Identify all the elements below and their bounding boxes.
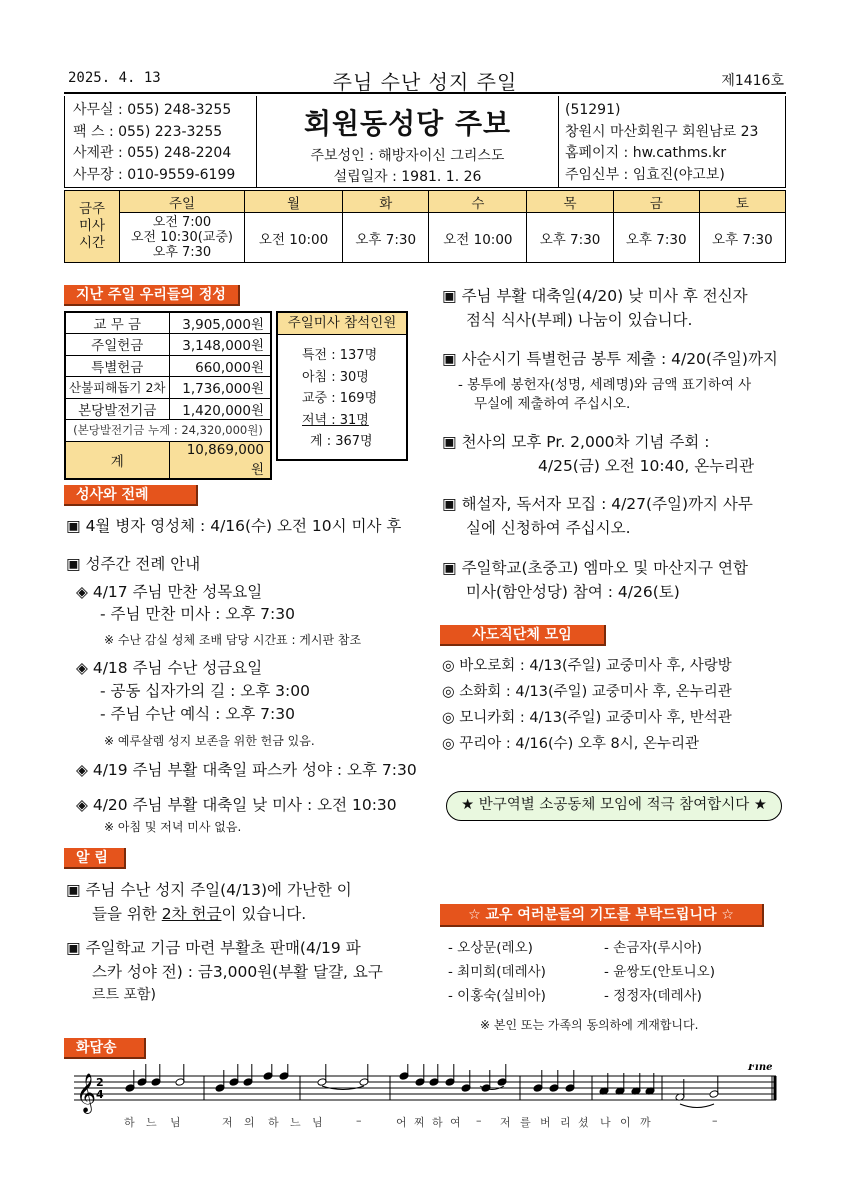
prayer-name: - 손금자(루시아) (604, 940, 702, 956)
psalm-lyrics (72, 1114, 778, 1134)
table-row: 교 무 금 3,905,000원 (65, 312, 271, 334)
lyric-syllable: 저 (222, 1116, 233, 1129)
attendance-title: 주일미사 참석인원 (278, 313, 406, 335)
lyric-syllable: 하 (432, 1116, 443, 1129)
attendance-row: 특전 : 137명 (302, 348, 378, 363)
contact-office: 사무실 : 055) 248-3255 (73, 102, 232, 118)
treble-clef-icon: 𝄞 (76, 1073, 97, 1113)
attendance-box (276, 311, 408, 461)
lyric-syllable: 님 (170, 1116, 181, 1129)
good-friday-stations: - 공동 십자가의 길 : 오후 3:00 (100, 682, 310, 700)
lyric-syllable: 나 (600, 1116, 611, 1129)
lyric-syllable: – (712, 1114, 718, 1127)
lyric-syllable: 저 (500, 1116, 511, 1129)
lyric-syllable: 까 (640, 1116, 651, 1129)
wednesday-time: 오전 10:00 (429, 213, 527, 263)
lyric-syllable: 를 (520, 1116, 531, 1129)
day-friday: 금 (613, 191, 699, 213)
easter-vigil: ◈ 4/19 주님 부활 대축일 파스카 성야 : 오후 7:30 (76, 761, 417, 779)
prayer-name: - 윤쌍도(안토니오) (604, 964, 715, 980)
masthead-center (257, 96, 559, 188)
issue-number: 제1416호 (721, 73, 784, 89)
holy-thursday-mass: - 주님 만찬 미사 : 오후 7:30 (100, 605, 295, 623)
easter-candle-line2: 스카 성야 전) : 금3,000원(부활 달걀, 요구 (92, 963, 383, 981)
attendance-row: 저녁 : 31명 (302, 412, 369, 428)
day-saturday: 토 (699, 191, 785, 213)
patron-saint: 주보성인 : 해방자이신 그리스도 (310, 148, 505, 164)
community-banner: ★ 반구역별 소공동체 모임에 적극 참여합시다 ★ (446, 791, 782, 821)
lyric-syllable: 느 (146, 1116, 157, 1129)
monday-time: 오전 10:00 (245, 213, 343, 263)
contact-list (65, 96, 257, 188)
youth-mass-line1: ▣ 주일학교(초중고) 엠마오 및 마산지구 연합 (442, 559, 748, 577)
psalm-heading: 화답송 (64, 1038, 146, 1059)
lent-envelope-sub1: - 봉투에 봉헌자(성명, 세례명)와 금액 표기하여 사 (458, 377, 752, 393)
lyric-syllable: 버 (540, 1116, 551, 1129)
offerings-total: 계 10,869,000원 (65, 441, 271, 479)
group-item: ◎ 모니카회 : 4/13(주일) 교중미사 후, 반석관 (442, 710, 732, 726)
lyric-syllable: 셨 (578, 1116, 589, 1129)
lyric-syllable: 리 (560, 1116, 571, 1129)
bulletin-date: 2025. 4. 13 (68, 70, 161, 86)
second-collection-line1: ▣ 주님 수난 성지 주일(4/13)에 가난한 이 (66, 881, 352, 899)
mass-schedule-label: 금주 미사 시간 (65, 191, 120, 263)
top-line (64, 64, 786, 94)
table-row: 주일헌금 3,148,000원 (65, 334, 271, 356)
lyric-syllable: 이 (620, 1116, 631, 1129)
tie-slur (680, 1104, 714, 1108)
sick-communion-notice: ▣ 4월 병자 영성체 : 4/16(수) 오전 10시 미사 후 (66, 517, 402, 535)
attendance-total: 계 : 367명 (310, 434, 373, 449)
notices-heading: 알 림 (64, 848, 126, 869)
lyric-syllable: 찌 (414, 1116, 425, 1129)
table-row: 본당발전기금 1,420,000원 (65, 398, 271, 420)
thursday-time: 오후 7:30 (527, 213, 613, 263)
lyric-syllable: 하 (124, 1116, 135, 1129)
lyric-syllable: – (356, 1114, 362, 1127)
day-monday: 월 (245, 191, 343, 213)
prayer-name: - 이홍숙(실비아) (448, 988, 546, 1004)
offerings-heading: 지난 주일 우리들의 정성 (64, 285, 240, 306)
street-address: 창원시 마산회원구 회원남로 23 (565, 123, 759, 140)
attendance-row: 아침 : 30명 (302, 369, 369, 385)
contact-rectory: 사제관 : 055) 248-2204 (73, 145, 232, 161)
address-block (559, 96, 787, 188)
sacraments-heading: 성사와 전례 (64, 485, 198, 506)
holy-thursday-note: ※ 수난 감실 성체 조배 담당 시간표 : 게시판 참조 (104, 633, 362, 647)
good-friday-title: ◈ 4/18 주님 수난 성금요일 (76, 659, 263, 677)
good-friday-note: ※ 예루살렘 성지 보존을 위한 헌금 있음. (104, 734, 315, 748)
prayer-name: - 오상문(레오) (448, 940, 533, 956)
day-tuesday: 화 (343, 191, 429, 213)
table-row: 산불피해돕기 2차 1,736,000원 (65, 377, 271, 399)
lyric-syllable: 느 (290, 1116, 301, 1129)
lector-recruit-line1: ▣ 해설자, 독서자 모집 : 4/27(주일)까지 사무 (442, 495, 753, 513)
liturgical-title: 주님 수난 성지 주일 (332, 70, 518, 94)
friday-time: 오후 7:30 (613, 213, 699, 263)
holy-thursday-title: ◈ 4/17 주님 만찬 성목요일 (76, 583, 263, 601)
second-collection-line2: 들을 위한 2차 헌금이 있습니다. (92, 905, 307, 923)
easter-day-note: ※ 아침 및 저녁 미사 없음. (104, 820, 242, 834)
notes (125, 1064, 719, 1108)
saturday-time: 오후 7:30 (699, 213, 785, 263)
contact-fax: 팩 스 : 055) 223-3255 (73, 123, 223, 140)
time-signature-bottom: 4 (96, 1088, 104, 1101)
tuesday-time: 오후 7:30 (343, 213, 429, 263)
lent-envelope-line1: ▣ 사순시기 특별헌금 봉투 제출 : 4/20(주일)까지 (442, 350, 778, 368)
day-thursday: 목 (527, 191, 613, 213)
founded-date: 설립일자 : 1981. 1. 26 (333, 169, 482, 185)
easter-candle-line3: 르트 포함) (92, 987, 157, 1003)
lent-envelope-sub2: 무실에 제출하여 주십시오. (474, 396, 631, 412)
lector-recruit-line2: 실에 신청하여 주십시오. (466, 519, 631, 537)
easter-lunch-line1: ▣ 주님 부활 대축일(4/20) 낮 미사 후 전신자 (442, 287, 748, 305)
church-name: 회원동성당 주보 (303, 107, 512, 140)
prayer-name: - 최미희(데레사) (448, 964, 546, 980)
day-sunday: 주일 (120, 191, 245, 213)
postal-code: (51291) (565, 102, 621, 118)
easter-day-mass: ◈ 4/20 주님 부활 대축일 낮 미사 : 오전 10:30 (76, 796, 397, 814)
prayer-note: ※ 본인 또는 가족의 동의하에 게재합니다. (480, 1018, 699, 1032)
attendance-row: 교중 : 169명 (302, 391, 378, 406)
homepage: 홈페이지 : hw.cathms.kr (565, 145, 727, 161)
group-item: ◎ 바오로회 : 4/13(주일) 교중미사 후, 사랑방 (442, 658, 732, 674)
lyric-syllable: 의 (244, 1116, 255, 1129)
sunday-times: 오전 7:00 오전 10:30(교중) 오후 7:30 (120, 213, 245, 263)
lyric-syllable: – (476, 1114, 482, 1127)
easter-lunch-line2: 점식 식사(부페) 나눔이 있습니다. (466, 311, 693, 329)
prayer-heading: ☆ 교우 여러분들의 기도를 부탁드립니다 ☆ (440, 904, 764, 927)
groups-heading: 사도직단체 모임 (440, 625, 606, 646)
legion-meeting-line1: ▣ 천사의 모후 Pr. 2,000차 기념 주회 : (442, 433, 710, 451)
time-signature-top: 2 (96, 1076, 104, 1089)
lyric-syllable: 어 (396, 1116, 407, 1129)
contact-manager: 사무장 : 010-9559-6199 (73, 166, 236, 183)
pastor-name: 주임신부 : 임효진(야고보) (565, 166, 725, 183)
offerings-table (64, 311, 272, 480)
easter-candle-line1: ▣ 주일학교 기금 마련 부활초 판매(4/19 파 (66, 939, 361, 957)
group-item: ◎ 꾸리아 : 4/16(수) 오후 8시, 온누리관 (442, 736, 699, 752)
table-row: 특별헌금 660,000원 (65, 355, 271, 377)
youth-mass-line2: 미사(함안성당) 참여 : 4/26(토) (466, 583, 680, 601)
mass-schedule-table (64, 190, 786, 263)
group-item: ◎ 소화회 : 4/13(주일) 교중미사 후, 온누리관 (442, 684, 732, 700)
day-wednesday: 수 (429, 191, 527, 213)
fine-marking: Fine (748, 1064, 773, 1073)
lyric-syllable: 님 (312, 1116, 323, 1129)
lyric-syllable: 하 (268, 1116, 279, 1129)
lyric-syllable: 여 (450, 1116, 461, 1129)
good-friday-service: - 주님 수난 예식 : 오후 7:30 (100, 705, 295, 723)
offerings-note: (본당발전기금 누계 : 24,320,000원) (65, 420, 271, 442)
holy-week-heading: ▣ 성주간 전례 안내 (66, 555, 201, 573)
legion-meeting-line2: 4/25(금) 오전 10:40, 온누리관 (538, 457, 755, 475)
prayer-name: - 정정자(데레사) (604, 988, 702, 1004)
masthead (64, 96, 786, 188)
